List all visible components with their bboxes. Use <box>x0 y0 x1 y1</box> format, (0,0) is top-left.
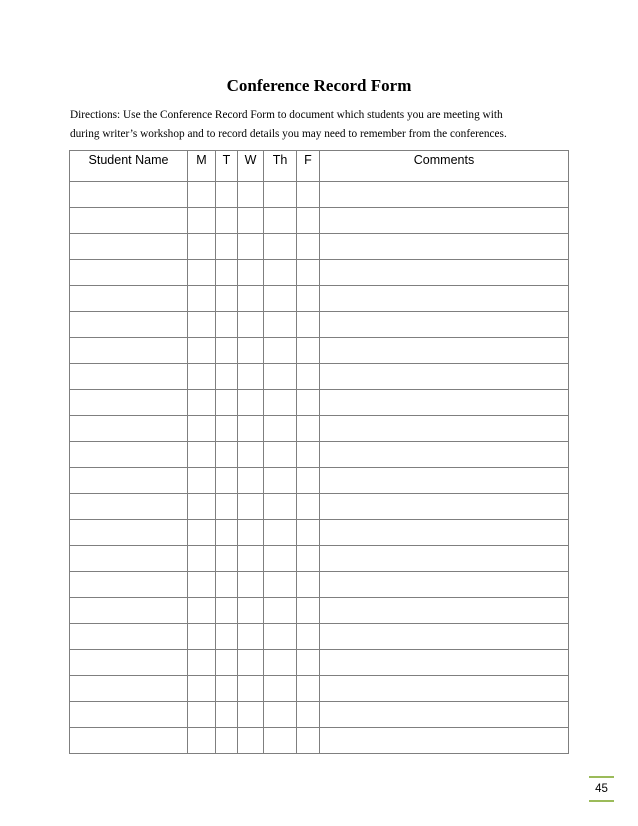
cell-tuesday <box>216 650 238 676</box>
cell-tuesday <box>216 728 238 754</box>
cell-comments <box>320 572 569 598</box>
cell-wednesday <box>238 546 264 572</box>
cell-tuesday <box>216 260 238 286</box>
cell-thursday <box>264 728 297 754</box>
cell-friday <box>297 338 320 364</box>
cell-thursday <box>264 494 297 520</box>
cell-comments <box>320 208 569 234</box>
cell-monday <box>188 338 216 364</box>
cell-monday <box>188 598 216 624</box>
table-body <box>70 182 569 754</box>
cell-friday <box>297 416 320 442</box>
cell-monday <box>188 676 216 702</box>
table-row <box>70 442 569 468</box>
cell-student-name <box>70 702 188 728</box>
cell-friday <box>297 546 320 572</box>
cell-comments <box>320 442 569 468</box>
cell-tuesday <box>216 546 238 572</box>
directions-line-1: Directions: Use the Conference Record Form to document which students you are meeting with <box>70 109 503 121</box>
cell-wednesday <box>238 286 264 312</box>
cell-student-name <box>70 364 188 390</box>
cell-comments <box>320 234 569 260</box>
cell-monday <box>188 260 216 286</box>
cell-friday <box>297 702 320 728</box>
cell-student-name <box>70 208 188 234</box>
header-monday: M <box>188 151 216 182</box>
cell-comments <box>320 728 569 754</box>
cell-student-name <box>70 312 188 338</box>
table-row <box>70 390 569 416</box>
cell-student-name <box>70 676 188 702</box>
cell-monday <box>188 572 216 598</box>
conference-record-table <box>69 150 569 754</box>
table-row <box>70 520 569 546</box>
cell-wednesday <box>238 494 264 520</box>
cell-student-name <box>70 650 188 676</box>
cell-thursday <box>264 390 297 416</box>
cell-wednesday <box>238 182 264 208</box>
directions-line-2: during writer’s workshop and to record details you may need to remember from the conferences. <box>70 128 507 140</box>
cell-student-name <box>70 494 188 520</box>
table-row <box>70 286 569 312</box>
cell-thursday <box>264 416 297 442</box>
header-comments: Comments <box>320 151 569 182</box>
cell-student-name <box>70 260 188 286</box>
cell-thursday <box>264 208 297 234</box>
cell-thursday <box>264 546 297 572</box>
table-row <box>70 546 569 572</box>
cell-student-name <box>70 442 188 468</box>
cell-monday <box>188 416 216 442</box>
cell-wednesday <box>238 702 264 728</box>
cell-comments <box>320 494 569 520</box>
cell-wednesday <box>238 572 264 598</box>
cell-comments <box>320 468 569 494</box>
directions-text <box>70 106 570 144</box>
cell-friday <box>297 364 320 390</box>
cell-tuesday <box>216 520 238 546</box>
cell-comments <box>320 650 569 676</box>
cell-monday <box>188 234 216 260</box>
cell-thursday <box>264 338 297 364</box>
cell-student-name <box>70 624 188 650</box>
cell-monday <box>188 468 216 494</box>
cell-comments <box>320 182 569 208</box>
cell-wednesday <box>238 260 264 286</box>
cell-monday <box>188 624 216 650</box>
cell-thursday <box>264 182 297 208</box>
cell-thursday <box>264 468 297 494</box>
cell-wednesday <box>238 338 264 364</box>
cell-wednesday <box>238 624 264 650</box>
cell-comments <box>320 390 569 416</box>
cell-friday <box>297 182 320 208</box>
cell-thursday <box>264 364 297 390</box>
cell-comments <box>320 312 569 338</box>
table-row <box>70 728 569 754</box>
cell-thursday <box>264 650 297 676</box>
table-row <box>70 312 569 338</box>
cell-comments <box>320 364 569 390</box>
cell-friday <box>297 598 320 624</box>
cell-monday <box>188 364 216 390</box>
cell-friday <box>297 624 320 650</box>
cell-monday <box>188 390 216 416</box>
cell-friday <box>297 390 320 416</box>
cell-wednesday <box>238 728 264 754</box>
header-friday: F <box>297 151 320 182</box>
cell-tuesday <box>216 442 238 468</box>
cell-student-name <box>70 572 188 598</box>
cell-wednesday <box>238 520 264 546</box>
cell-tuesday <box>216 572 238 598</box>
cell-comments <box>320 624 569 650</box>
cell-student-name <box>70 728 188 754</box>
cell-monday <box>188 520 216 546</box>
table-row <box>70 598 569 624</box>
cell-student-name <box>70 546 188 572</box>
table-row <box>70 676 569 702</box>
cell-monday <box>188 182 216 208</box>
cell-thursday <box>264 442 297 468</box>
header-thursday: Th <box>264 151 297 182</box>
cell-tuesday <box>216 286 238 312</box>
cell-monday <box>188 208 216 234</box>
cell-monday <box>188 312 216 338</box>
cell-comments <box>320 338 569 364</box>
cell-tuesday <box>216 390 238 416</box>
table-row <box>70 208 569 234</box>
cell-comments <box>320 416 569 442</box>
table-row <box>70 182 569 208</box>
cell-thursday <box>264 234 297 260</box>
cell-wednesday <box>238 650 264 676</box>
cell-monday <box>188 702 216 728</box>
cell-friday <box>297 234 320 260</box>
cell-student-name <box>70 338 188 364</box>
cell-student-name <box>70 182 188 208</box>
table-row <box>70 702 569 728</box>
cell-tuesday <box>216 182 238 208</box>
cell-comments <box>320 598 569 624</box>
cell-comments <box>320 702 569 728</box>
cell-student-name <box>70 286 188 312</box>
cell-friday <box>297 520 320 546</box>
cell-tuesday <box>216 208 238 234</box>
table-row <box>70 260 569 286</box>
cell-friday <box>297 468 320 494</box>
cell-tuesday <box>216 598 238 624</box>
page-number: 45 <box>589 776 614 802</box>
header-student-name: Student Name <box>70 151 188 182</box>
cell-wednesday <box>238 234 264 260</box>
table-row <box>70 234 569 260</box>
cell-friday <box>297 572 320 598</box>
cell-wednesday <box>238 468 264 494</box>
cell-student-name <box>70 416 188 442</box>
cell-monday <box>188 494 216 520</box>
cell-friday <box>297 312 320 338</box>
table-row <box>70 572 569 598</box>
cell-tuesday <box>216 702 238 728</box>
table-row <box>70 468 569 494</box>
cell-monday <box>188 546 216 572</box>
cell-wednesday <box>238 442 264 468</box>
cell-thursday <box>264 312 297 338</box>
table-row <box>70 416 569 442</box>
table-row <box>70 338 569 364</box>
cell-thursday <box>264 702 297 728</box>
cell-thursday <box>264 598 297 624</box>
cell-monday <box>188 286 216 312</box>
header-wednesday: W <box>238 151 264 182</box>
cell-monday <box>188 650 216 676</box>
cell-student-name <box>70 468 188 494</box>
cell-friday <box>297 650 320 676</box>
header-row <box>70 151 569 182</box>
header-tuesday: T <box>216 151 238 182</box>
cell-friday <box>297 208 320 234</box>
cell-tuesday <box>216 312 238 338</box>
cell-tuesday <box>216 338 238 364</box>
cell-thursday <box>264 572 297 598</box>
cell-tuesday <box>216 494 238 520</box>
table-row <box>70 494 569 520</box>
cell-comments <box>320 546 569 572</box>
cell-friday <box>297 676 320 702</box>
cell-student-name <box>70 234 188 260</box>
cell-comments <box>320 286 569 312</box>
cell-friday <box>297 442 320 468</box>
page-title: Conference Record Form <box>226 76 412 95</box>
cell-friday <box>297 286 320 312</box>
cell-student-name <box>70 598 188 624</box>
cell-comments <box>320 520 569 546</box>
cell-tuesday <box>216 416 238 442</box>
cell-friday <box>297 728 320 754</box>
cell-tuesday <box>216 676 238 702</box>
cell-wednesday <box>238 416 264 442</box>
cell-thursday <box>264 676 297 702</box>
cell-thursday <box>264 520 297 546</box>
cell-tuesday <box>216 234 238 260</box>
cell-wednesday <box>238 312 264 338</box>
cell-comments <box>320 676 569 702</box>
cell-thursday <box>264 624 297 650</box>
cell-thursday <box>264 260 297 286</box>
cell-tuesday <box>216 364 238 390</box>
cell-wednesday <box>238 208 264 234</box>
cell-tuesday <box>216 468 238 494</box>
cell-wednesday <box>238 598 264 624</box>
table-row <box>70 624 569 650</box>
cell-wednesday <box>238 676 264 702</box>
cell-comments <box>320 260 569 286</box>
cell-tuesday <box>216 624 238 650</box>
cell-friday <box>297 260 320 286</box>
cell-thursday <box>264 286 297 312</box>
cell-friday <box>297 494 320 520</box>
cell-student-name <box>70 520 188 546</box>
cell-monday <box>188 728 216 754</box>
cell-student-name <box>70 390 188 416</box>
table-row <box>70 650 569 676</box>
cell-monday <box>188 442 216 468</box>
table-row <box>70 364 569 390</box>
cell-wednesday <box>238 390 264 416</box>
cell-wednesday <box>238 364 264 390</box>
